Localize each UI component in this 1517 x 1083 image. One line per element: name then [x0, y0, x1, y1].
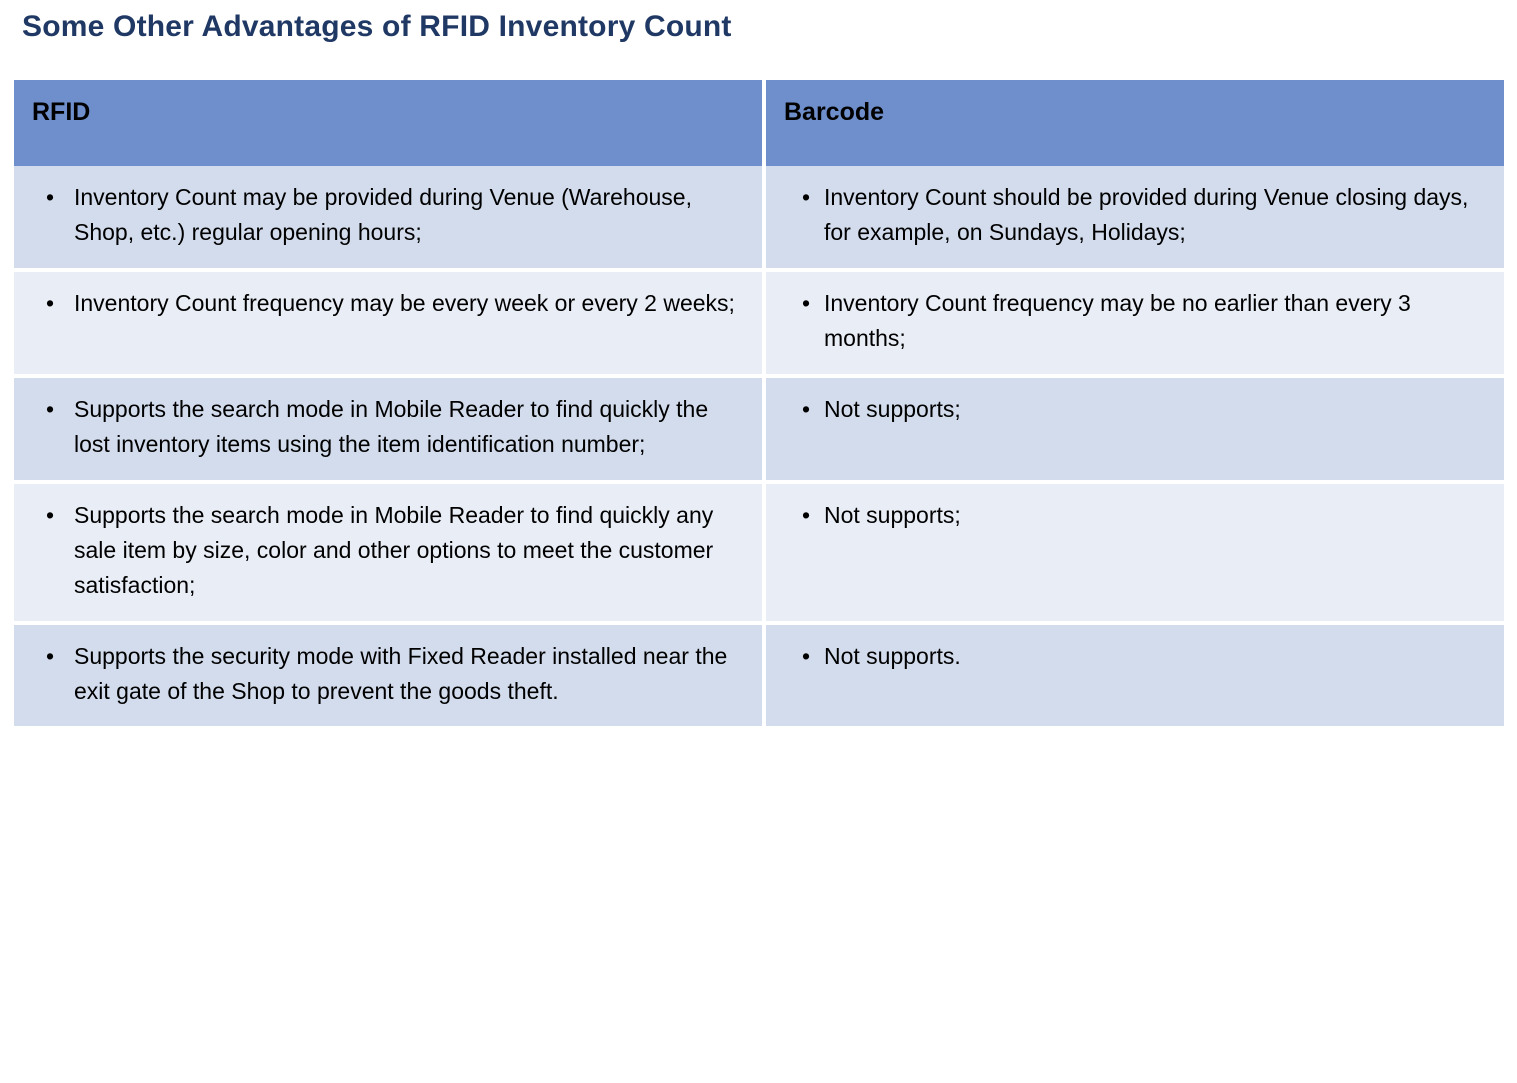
cell-text: Not supports;	[824, 395, 961, 422]
table-row	[14, 623, 1504, 727]
cell-barcode	[764, 166, 1504, 270]
bullet-icon: •	[46, 501, 55, 528]
page-title: Some Other Advantages of RFID Inventory Count	[22, 10, 732, 43]
cell-text: Inventory Count frequency may be no earlier than every 3 months;	[824, 289, 1411, 351]
table-row	[14, 270, 1504, 376]
cell-text: Supports the security mode with Fixed Reader installed near the exit gate of the Shop to prevent the goods theft.	[74, 642, 728, 704]
cell-text: Supports the search mode in Mobile Reader to find quickly any sale item by size, color and other options to meet the customer satisfaction;	[74, 501, 714, 598]
bullet-icon: •	[802, 501, 811, 528]
table-row	[14, 166, 1504, 270]
cell-text: Supports the search mode in Mobile Reader to find quickly the lost inventory items using the item identification number;	[74, 395, 709, 457]
cell-barcode	[764, 270, 1504, 376]
table-header-row	[14, 80, 1504, 166]
bullet-icon: •	[802, 289, 811, 316]
bullet-icon: •	[46, 395, 55, 422]
cell-rfid	[14, 376, 764, 482]
cell-rfid	[14, 482, 764, 623]
column-header-rfid: RFID	[14, 80, 764, 166]
cell-rfid	[14, 166, 764, 270]
comparison-table	[14, 80, 1504, 726]
cell-rfid	[14, 623, 764, 727]
cell-barcode	[764, 482, 1504, 623]
cell-text: Inventory Count should be provided during Venue closing days, for example, on Sundays, Holidays;	[824, 184, 1469, 245]
cell-barcode	[764, 623, 1504, 727]
cell-text: Inventory Count may be provided during Venue (Warehouse, Shop, etc.) regular opening hours;	[74, 184, 692, 245]
table-row	[14, 376, 1504, 482]
bullet-icon: •	[802, 642, 811, 669]
bullet-icon: •	[46, 289, 55, 316]
bullet-icon: •	[46, 184, 55, 210]
bullet-icon: •	[802, 184, 811, 210]
cell-text: Not supports.	[824, 642, 961, 669]
column-header-barcode: Barcode	[764, 80, 1504, 166]
table-row	[14, 482, 1504, 623]
cell-text: Inventory Count frequency may be every week or every 2 weeks;	[74, 289, 735, 316]
cell-text: Not supports;	[824, 501, 961, 528]
bullet-icon: •	[46, 642, 55, 669]
cell-rfid	[14, 270, 764, 376]
cell-barcode	[764, 376, 1504, 482]
bullet-icon: •	[802, 395, 811, 422]
